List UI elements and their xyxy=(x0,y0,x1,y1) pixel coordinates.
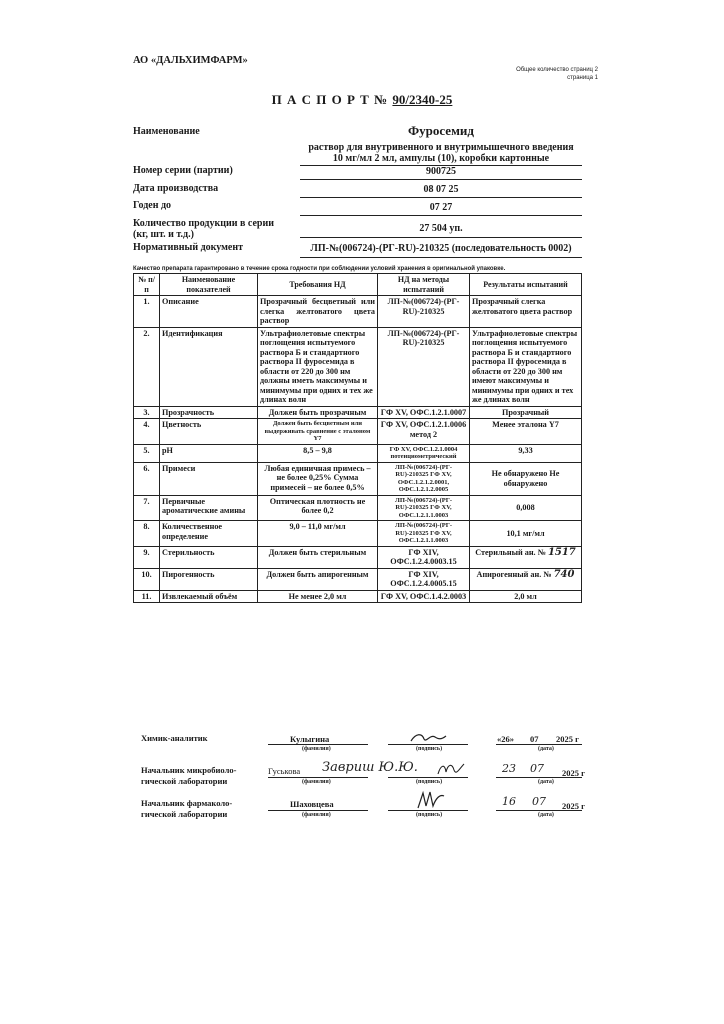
row-method: ГФ XIV, ОФС.1.2.4.0003.15 xyxy=(378,546,470,568)
table-row xyxy=(134,546,582,568)
row-number: 4. xyxy=(134,419,160,445)
table-row xyxy=(134,406,582,419)
row-method: ГФ XV, ОФС.1.2.1.0006 метод 2 xyxy=(378,419,470,445)
row-number: 5. xyxy=(134,444,160,462)
quality-note: Качество препарата гарантировано в течение срока годности при соблюдении условий хранения в оригинальной упаковке. xyxy=(133,266,506,272)
header-number: № п/п xyxy=(134,274,160,296)
row-method: ГФ XV, ОФС.1.2.1.0007 xyxy=(378,406,470,419)
row-requirement: Должен быть апирогенным xyxy=(258,568,378,590)
header-methods: НД на методы испытаний xyxy=(378,274,470,296)
row-number: 2. xyxy=(134,327,160,406)
header-results: Результаты испытаний xyxy=(470,274,582,296)
pharm-date-year: 2025 г xyxy=(562,801,585,811)
micro-name-caption: (фамилия) xyxy=(302,779,331,785)
row-method: ГФ XIV, ОФС.1.2.4.0005.15 xyxy=(378,568,470,590)
title-prefix: П А С П О Р Т № xyxy=(271,92,389,107)
micro-name: Гуськова xyxy=(268,766,301,776)
row-result: 10,1 мг/мл xyxy=(470,521,582,547)
quantity-label-line1: Количество продукции в серии xyxy=(133,218,275,229)
normative-doc-label: Нормативный документ xyxy=(133,242,244,253)
row-method: ЛП-№(006724)-(РГ-RU)-210325 xyxy=(378,327,470,406)
row-requirement: Должен быть стерильным xyxy=(258,546,378,568)
table-row xyxy=(134,296,582,328)
name-label: Наименование xyxy=(133,126,200,137)
row-indicator: Цветность xyxy=(160,419,258,445)
table-row xyxy=(134,444,582,462)
row-requirement: Ультрафиолетовые спектры поглощения испытуемого раствора Б и стандартного раствора II фуросемида в области от 220 до 300 нм должны иметь максимумы и минимумы при одних и тех же длинах волн xyxy=(258,327,378,406)
row-number: 8. xyxy=(134,521,160,547)
passport-number: 90/2340-25 xyxy=(392,92,453,107)
pharm-name-line xyxy=(268,810,368,811)
pharm-name: Шаховцева xyxy=(290,799,334,809)
specification-table xyxy=(133,273,582,603)
expiry-label: Годен до xyxy=(133,200,172,211)
mfg-date-value: 08 07 25 xyxy=(300,185,582,198)
header-indicator: Наименование показателей xyxy=(160,274,258,296)
analysis-number-handwritten: 740 xyxy=(553,568,575,580)
pharm-name-caption: (фамилия) xyxy=(302,812,331,818)
table-row xyxy=(134,495,582,521)
row-requirement: 9,0 – 11,0 мг/мл xyxy=(258,521,378,547)
row-method: ГФ XV, ОФС.1.4.2.0003 xyxy=(378,590,470,603)
row-indicator: Описание xyxy=(160,296,258,328)
micro-label-line1: Начальник микробиоло- xyxy=(141,765,237,775)
row-requirement: Не менее 2,0 мл xyxy=(258,590,378,603)
pharm-date-month: 07 xyxy=(532,795,546,808)
micro-date-caption: (дата) xyxy=(538,779,554,785)
chemist-sign-caption: (подпись) xyxy=(416,746,443,752)
chemist-name-line xyxy=(268,744,368,745)
micro-sign-caption: (подпись) xyxy=(416,779,443,785)
row-requirement: Любая единичная примесь – не более 0,25% Сумма примесей – не более 0,5% xyxy=(258,462,378,495)
normative-doc-value: ЛП-№(006724)-(РГ-RU)-210325 (последовательность 0002) xyxy=(300,244,582,258)
row-indicator: Стерильность xyxy=(160,546,258,568)
row-number: 10. xyxy=(134,568,160,590)
row-requirement: Должен быть бесцветным или выдерживать сравнение с эталоном Y7 xyxy=(258,419,378,445)
row-number: 7. xyxy=(134,495,160,521)
mfg-date-label: Дата производства xyxy=(133,183,219,194)
batch-label: Номер серии (партии) xyxy=(133,165,233,176)
page-number: страница 1 xyxy=(567,75,598,81)
micro-date-day: 23 xyxy=(502,762,516,775)
chemist-signature xyxy=(408,730,448,746)
document-title xyxy=(0,92,724,108)
row-result: Ультрафиолетовые спектры поглощения испытуемого раствора Б и стандартного раствора II фуросемида в области от 220 до 300 нм имеют максимумы и минимумы при одних и тех же длинах волн xyxy=(470,327,582,406)
chemist-name-caption: (фамилия) xyxy=(302,746,331,752)
row-indicator: Пирогенность xyxy=(160,568,258,590)
micro-date-month: 07 xyxy=(530,762,544,775)
quantity-value: 27 504 уп. xyxy=(300,224,582,238)
row-result: 9,33 xyxy=(470,444,582,462)
row-requirement: Оптическая плотность не более 0,2 xyxy=(258,495,378,521)
row-method: ЛП-№(006724)-(РГ-RU)-210325 ГФ XV, ОФС.1.2.1.1.0003 xyxy=(378,495,470,521)
row-indicator: Количественное определение xyxy=(160,521,258,547)
table-row xyxy=(134,462,582,495)
table-row xyxy=(134,521,582,547)
pharm-sign-caption: (подпись) xyxy=(416,812,443,818)
quantity-label xyxy=(133,218,274,240)
pharm-label-line2: гической лаборатории xyxy=(141,809,228,819)
chemist-name: Кулыгина xyxy=(290,734,330,744)
row-result: 0,008 xyxy=(470,495,582,521)
row-result: 2,0 мл xyxy=(470,590,582,603)
row-method: ЛП-№(006724)-(РГ-RU)-210325 xyxy=(378,296,470,328)
row-method: ГФ XV, ОФС.1.2.1.0004 потенциометрический xyxy=(378,444,470,462)
chemist-date-month: 07 xyxy=(530,734,539,744)
expiry-value: 07 27 xyxy=(300,203,582,216)
pharm-signature xyxy=(414,788,448,812)
result-text: Стерильный ан. № xyxy=(475,547,546,557)
company-name: АО «ДАЛЬХИМФАРМ» xyxy=(133,55,248,66)
table-row xyxy=(134,590,582,603)
row-number: 11. xyxy=(134,590,160,603)
chemist-label: Химик-аналитик xyxy=(141,733,208,743)
row-result: Прозрачный xyxy=(470,406,582,419)
product-form-line2: 10 мг/мл 2 мл, ампулы (10), коробки картонные xyxy=(300,154,582,166)
row-indicator: Примеси xyxy=(160,462,258,495)
row-result xyxy=(470,546,582,568)
chemist-date-caption: (дата) xyxy=(538,746,554,752)
table-header-row xyxy=(134,274,582,296)
product-name: Фуросемид xyxy=(407,123,474,138)
table-row xyxy=(134,568,582,590)
micro-date-year: 2025 г xyxy=(562,768,585,778)
row-number: 1. xyxy=(134,296,160,328)
chemist-date-line xyxy=(496,744,582,745)
pharm-date-day: 16 xyxy=(502,795,516,808)
pharm-date-caption: (дата) xyxy=(538,812,554,818)
row-result: Менее эталона Y7 xyxy=(470,419,582,445)
row-result xyxy=(470,568,582,590)
row-requirement: Должен быть прозрачным xyxy=(258,406,378,419)
pharm-label-line1: Начальник фармаколо- xyxy=(141,798,233,808)
row-number: 3. xyxy=(134,406,160,419)
row-indicator: Первичные ароматические амины xyxy=(160,495,258,521)
header-requirements: Требования НД xyxy=(258,274,378,296)
row-method: ЛП-№(006724)-(РГ-RU)-210325 ГФ XV, ОФС.1.2.1.1.0003 xyxy=(378,521,470,547)
row-number: 6. xyxy=(134,462,160,495)
row-result: Не обнаружено Не обнаружено xyxy=(470,462,582,495)
product-form-line1: раствор для внутривенного и внутримышечного введения xyxy=(308,142,574,153)
row-indicator: Извлекаемый объём xyxy=(160,590,258,603)
micro-name-line xyxy=(268,777,368,778)
total-pages: Общее количество страниц 2 xyxy=(516,67,598,73)
micro-label-line2: гической лаборатории xyxy=(141,776,228,786)
row-requirement: 8,5 – 9,8 xyxy=(258,444,378,462)
chemist-date-year: 2025 г xyxy=(556,734,579,744)
row-requirement: Прозрачный бесцветный или слегка желтоватого цвета раствор xyxy=(258,296,378,328)
table-row xyxy=(134,327,582,406)
row-result: Прозрачный слегка желтоватого цвета раствор xyxy=(470,296,582,328)
micro-signature xyxy=(436,760,466,778)
page-count xyxy=(516,66,598,82)
row-indicator: Идентификация xyxy=(160,327,258,406)
quantity-label-line2: (кг, шт. и т.д.) xyxy=(133,229,194,240)
result-text: Апирогенный ан. № xyxy=(476,569,552,579)
table-row xyxy=(134,419,582,445)
row-number: 9. xyxy=(134,546,160,568)
analysis-number-handwritten: 1517 xyxy=(547,546,576,558)
row-indicator: pH xyxy=(160,444,258,462)
row-method: ЛП-№(006724)-(РГ-RU)-210325 ГФ XV, ОФС.1.2.1.2.0001, ОФС.1.2.1.2.0005 xyxy=(378,462,470,495)
chemist-date-day: «26» xyxy=(497,734,514,744)
micro-name-handwritten: Завриш Ю.Ю. xyxy=(322,760,418,775)
batch-value: 900725 xyxy=(300,167,582,180)
row-indicator: Прозрачность xyxy=(160,406,258,419)
